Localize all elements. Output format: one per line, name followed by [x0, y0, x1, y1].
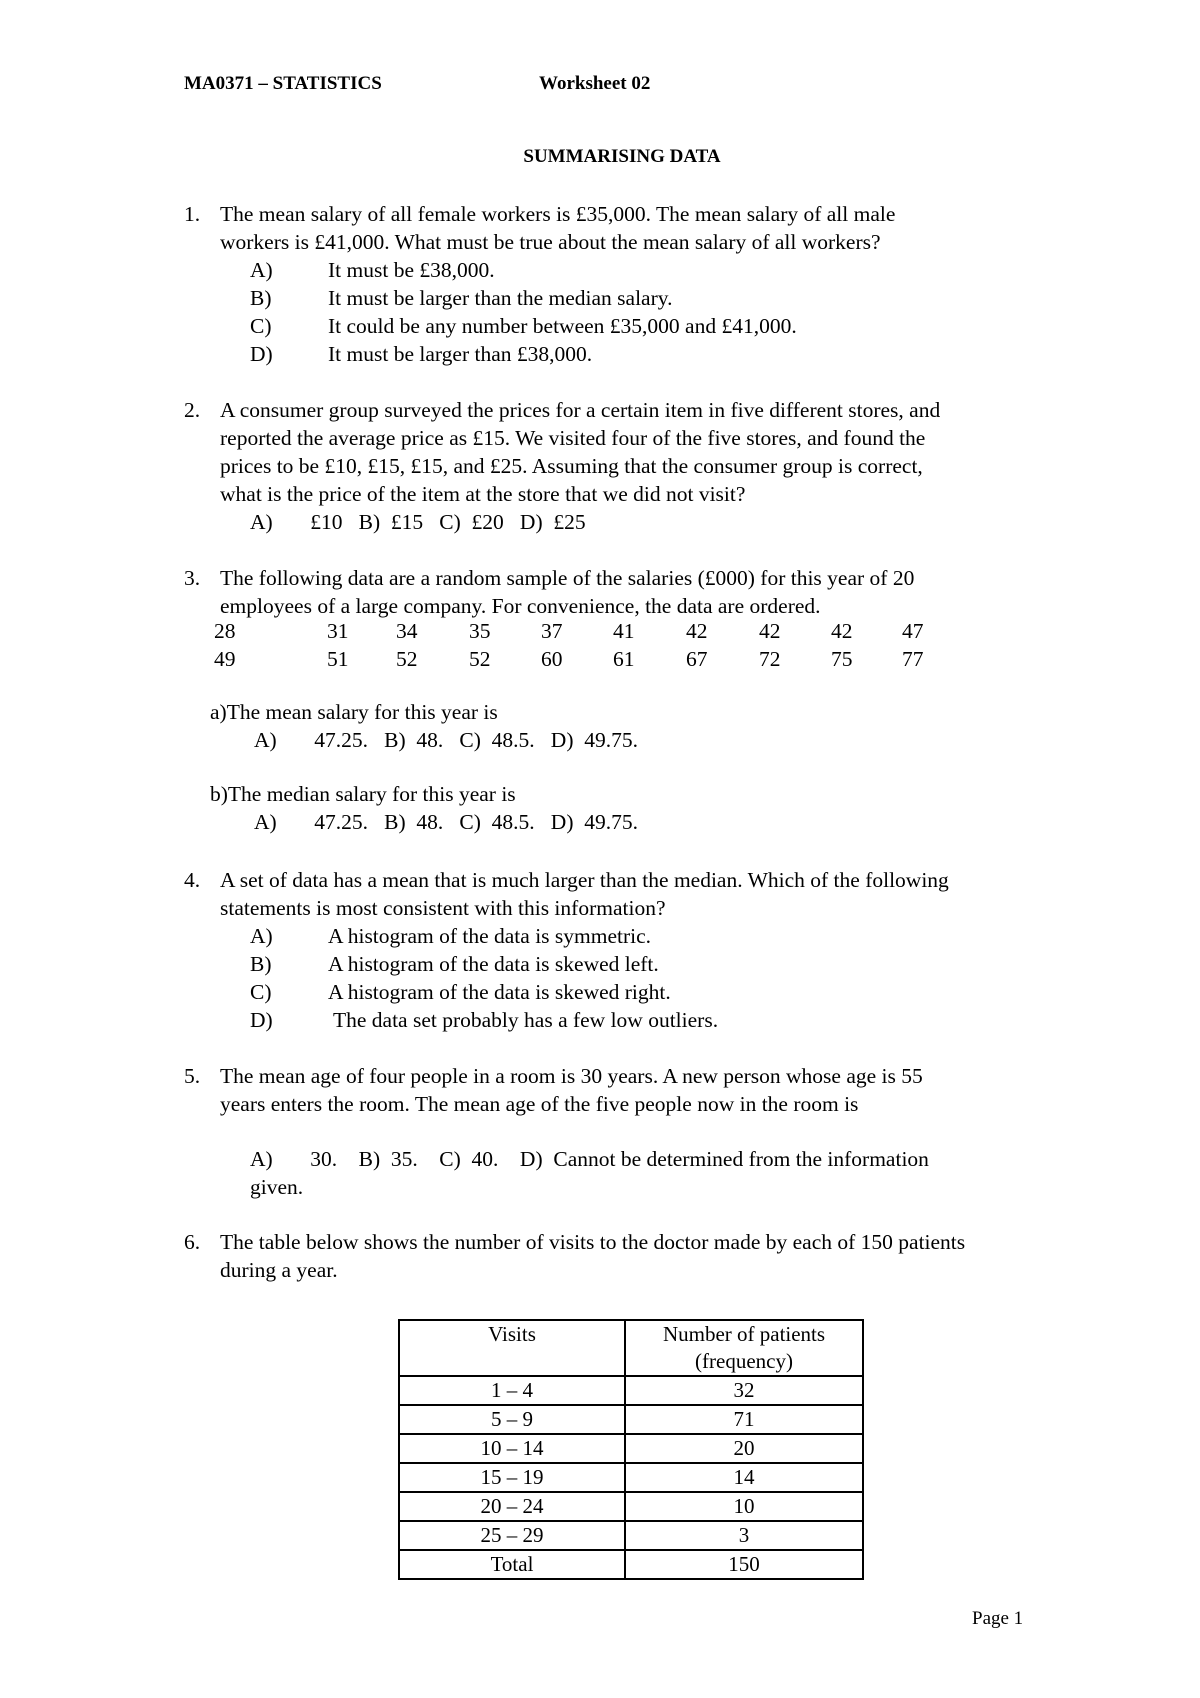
option-label: C): [250, 314, 272, 338]
data-value: 52: [396, 647, 418, 671]
option-text: It must be £38,000.: [328, 258, 495, 282]
answer-options: given.: [250, 1175, 304, 1199]
data-value: 60: [541, 647, 563, 671]
option-label: B): [250, 286, 272, 310]
option-label: D): [250, 1008, 273, 1032]
table-header-row: [399, 1320, 863, 1376]
worksheet-label: Worksheet 02: [539, 73, 651, 94]
data-value: 41: [613, 619, 635, 643]
answer-options: A) 47.25. B) 48. C) 48.5. D) 49.75.: [254, 728, 638, 752]
visits-cell: 20 – 24: [399, 1492, 625, 1521]
column-header-patients: [625, 1320, 863, 1376]
table-row: [399, 1405, 863, 1434]
option-text: It could be any number between £35,000 and £41,000.: [328, 314, 797, 338]
visits-cell: 5 – 9: [399, 1405, 625, 1434]
data-value: 42: [686, 619, 708, 643]
patients-cell: 32: [625, 1376, 863, 1405]
question-part-a: a)The mean salary for this year is: [210, 700, 498, 724]
page-title: SUMMARISING DATA: [523, 146, 721, 167]
question-number: 6.: [184, 1230, 201, 1254]
question-text: years enters the room. The mean age of the five people now in the room is: [220, 1092, 859, 1116]
data-value: 61: [613, 647, 635, 671]
patients-cell: 150: [625, 1550, 863, 1579]
question-text: what is the price of the item at the store that we did not visit?: [220, 482, 746, 506]
patients-cell: 10: [625, 1492, 863, 1521]
table-row: [399, 1463, 863, 1492]
table-row: [399, 1376, 863, 1405]
question-number: 5.: [184, 1064, 201, 1088]
data-value: 42: [759, 619, 781, 643]
question-text: during a year.: [220, 1258, 338, 1282]
question-number: 1.: [184, 202, 201, 226]
option-label: C): [250, 980, 272, 1004]
option-text: A histogram of the data is skewed right.: [328, 980, 671, 1004]
answer-options: A) 47.25. B) 48. C) 48.5. D) 49.75.: [254, 810, 638, 834]
data-value: 72: [759, 647, 781, 671]
data-value: 31: [327, 619, 349, 643]
option-label: A): [250, 924, 273, 948]
question-part-b: b)The median salary for this year is: [210, 782, 516, 806]
header-line: Number of patients: [662, 1322, 826, 1346]
data-value: 52: [469, 647, 491, 671]
answer-options: A) £10 B) £15 C) £20 D) £25: [250, 510, 586, 534]
data-value: 77: [902, 647, 924, 671]
visits-cell: 15 – 19: [399, 1463, 625, 1492]
table-row: [399, 1521, 863, 1550]
data-value: 67: [686, 647, 708, 671]
patients-cell: 71: [625, 1405, 863, 1434]
question-text: The mean age of four people in a room is 30 years. A new person whose age is 55: [220, 1064, 923, 1088]
option-text: A histogram of the data is symmetric.: [328, 924, 652, 948]
data-value: 49: [214, 647, 236, 671]
option-text: It must be larger than £38,000.: [328, 342, 593, 366]
data-value: 28: [214, 619, 236, 643]
table-row: [399, 1492, 863, 1521]
data-value: 47: [902, 619, 924, 643]
question-number: 4.: [184, 868, 201, 892]
question-text: statements is most consistent with this information?: [220, 896, 666, 920]
visits-table: [398, 1319, 864, 1580]
option-text: The data set probably has a few low outliers.: [328, 1008, 719, 1032]
page-number: Page 1: [972, 1608, 1024, 1629]
column-header-visits: Visits: [399, 1320, 625, 1376]
question-number: 2.: [184, 398, 201, 422]
data-value: 42: [831, 619, 853, 643]
visits-cell: 10 – 14: [399, 1434, 625, 1463]
patients-cell: 3: [625, 1521, 863, 1550]
option-label: A): [250, 258, 273, 282]
course-code: MA0371 – STATISTICS: [184, 73, 382, 94]
data-value: 75: [831, 647, 853, 671]
patients-cell: 20: [625, 1434, 863, 1463]
question-text: A set of data has a mean that is much larger than the median. Which of the following: [220, 868, 949, 892]
table-row: [399, 1434, 863, 1463]
visits-cell: 25 – 29: [399, 1521, 625, 1550]
data-value: 37: [541, 619, 563, 643]
patients-cell: 14: [625, 1463, 863, 1492]
option-text: A histogram of the data is skewed left.: [328, 952, 659, 976]
option-label: D): [250, 342, 273, 366]
option-label: B): [250, 952, 272, 976]
question-text: reported the average price as £15. We visited four of the five stores, and found the: [220, 426, 926, 450]
option-text: It must be larger than the median salary.: [328, 286, 673, 310]
question-text: employees of a large company. For convenience, the data are ordered.: [220, 594, 821, 618]
question-number: 3.: [184, 566, 201, 590]
visits-cell: Total: [399, 1550, 625, 1579]
question-text: A consumer group surveyed the prices for a certain item in five different stores, and: [220, 398, 941, 422]
question-text: The following data are a random sample of the salaries (£000) for this year of 20: [220, 566, 915, 590]
header-line: (frequency): [695, 1349, 793, 1373]
question-text: prices to be £10, £15, £15, and £25. Assuming that the consumer group is correct,: [220, 454, 923, 478]
question-text: The table below shows the number of visits to the doctor made by each of 150 patients: [220, 1230, 966, 1254]
data-value: 35: [469, 619, 491, 643]
data-value: 51: [327, 647, 349, 671]
answer-options: A) 30. B) 35. C) 40. D) Cannot be determined from the information: [250, 1147, 929, 1171]
data-value: 34: [396, 619, 418, 643]
table-row-total: [399, 1550, 863, 1579]
question-text: The mean salary of all female workers is £35,000. The mean salary of all male: [220, 202, 896, 226]
question-text: workers is £41,000. What must be true about the mean salary of all workers?: [220, 230, 881, 254]
visits-cell: 1 – 4: [399, 1376, 625, 1405]
